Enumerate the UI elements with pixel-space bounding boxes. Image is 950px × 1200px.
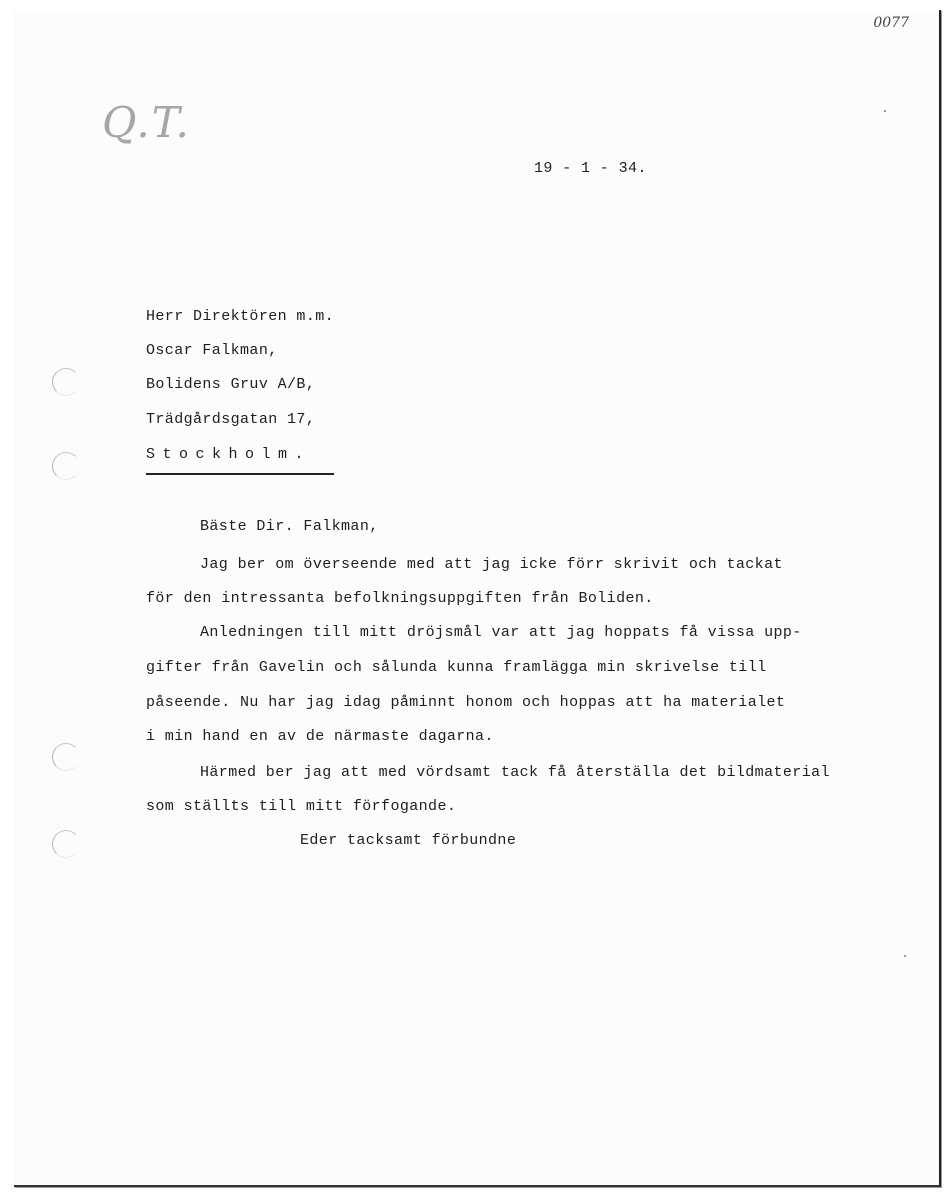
recipient-street: Trädgårdsgatan 17, (146, 411, 316, 428)
closing: Eder tacksamt förbundne (300, 832, 517, 849)
body-line: gifter från Gavelin och sålunda kunna framlägga min skrivelse till (146, 659, 767, 676)
handwritten-initials: Q.T. (102, 98, 191, 147)
salutation: Bäste Dir. Falkman, (200, 518, 379, 535)
recipient-name: Oscar Falkman, (146, 342, 278, 359)
binder-hole (52, 743, 80, 771)
page-number: 0077 (873, 15, 909, 31)
city-underline (146, 473, 334, 475)
recipient-city-line (146, 446, 304, 463)
paper-speck (904, 955, 906, 957)
letter-date: 19 - 1 - 34. (534, 160, 647, 177)
body-line: Härmed ber jag att med vördsamt tack få återställa det bildmaterial (200, 764, 830, 781)
body-line: som ställts till mitt förfogande. (146, 798, 457, 815)
body-line: påseende. Nu har jag idag påminnt honom och hoppas att ha materialet (146, 694, 786, 711)
recipient-city: Stockholm (146, 446, 295, 463)
letter-page (14, 10, 941, 1187)
body-line: Anledningen till mitt dröjsmål var att jag hoppats få vissa upp- (200, 624, 802, 641)
recipient-company: Bolidens Gruv A/B, (146, 376, 316, 393)
paper-speck (884, 110, 886, 112)
binder-hole (52, 452, 80, 480)
recipient-city-suffix: . (294, 446, 304, 463)
body-line: för den intressanta befolkningsuppgiften från Boliden. (146, 590, 654, 607)
body-line: Jag ber om överseende med att jag icke förr skrivit och tackat (200, 556, 783, 573)
body-line: i min hand en av de närmaste dagarna. (146, 728, 494, 745)
binder-hole (52, 368, 80, 396)
recipient-title: Herr Direktören m.m. (146, 308, 335, 325)
binder-hole (52, 830, 80, 858)
